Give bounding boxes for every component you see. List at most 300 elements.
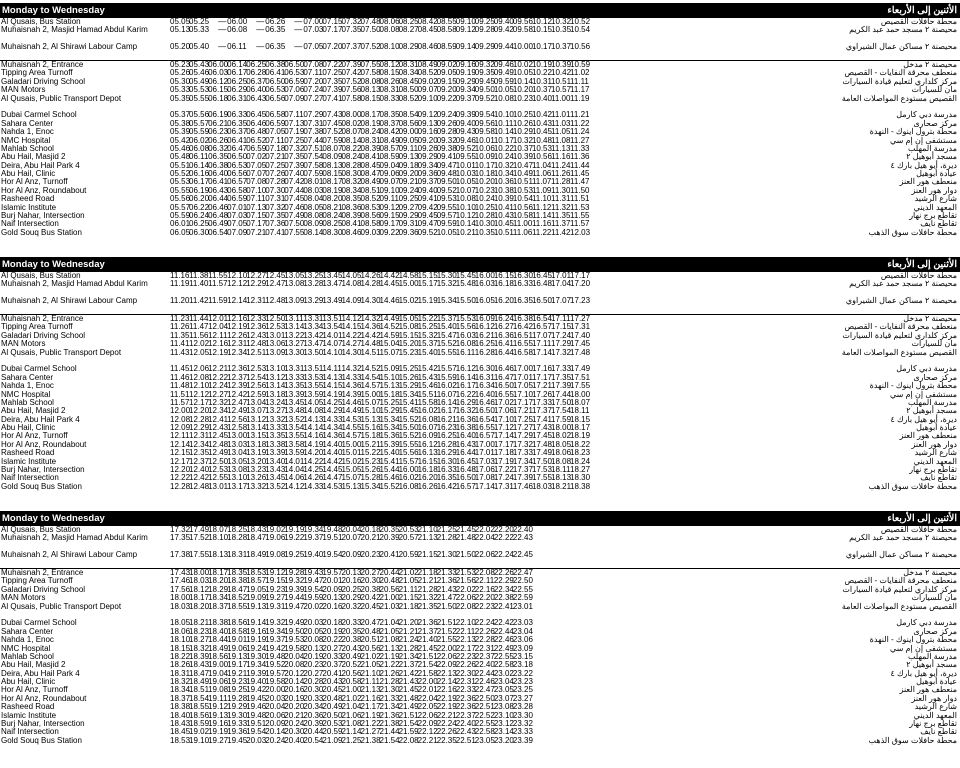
departure-time: 22.50 [512, 576, 533, 586]
departure-time: 19.30 [246, 651, 267, 661]
departure-time: 08.58 [436, 25, 457, 35]
departure-time: 19.23 [227, 677, 248, 687]
timetable-section [0, 511, 960, 745]
departure-time: 13.18 [265, 389, 286, 399]
stop-name: Sahara Center [1, 626, 54, 636]
departure-time: 16.38 [455, 423, 476, 433]
departure-time: 17.46 [512, 481, 533, 491]
departure-time: 06.48 [246, 127, 267, 137]
departure-time: 14.33 [303, 481, 324, 491]
departure-time: 14.25 [322, 397, 343, 407]
departure-time: 09.28 [436, 127, 457, 137]
departure-time: 19.02 [265, 525, 286, 534]
departure-time: 11.06 [512, 227, 533, 237]
departure-time: 16.23 [436, 423, 457, 433]
departure-time: 18.10 [208, 533, 229, 543]
departure-time: 07.32 [284, 143, 305, 153]
departure-time: 19.42 [265, 643, 286, 653]
stop-name-arabic: عيادة أبوهيل [916, 169, 957, 179]
departure-time: — [256, 25, 265, 35]
departure-time: 13.11 [284, 313, 304, 323]
departure-time: 21.43 [436, 584, 457, 594]
departure-time: 09.27 [398, 202, 419, 212]
departure-time: 18.34 [170, 685, 191, 695]
departure-time: 22.19 [436, 693, 457, 703]
departure-time: 19.19 [246, 635, 267, 645]
departure-time: 09.54 [474, 110, 495, 120]
departure-time: 22.04 [474, 533, 495, 543]
departure-time: 07.25 [284, 135, 305, 145]
departure-time: 17.21 [531, 381, 552, 391]
departure-time: 22.58 [493, 660, 514, 670]
stop-name-arabic: محيصنة ٢ مدخل [903, 567, 957, 577]
stop-name-arabic: عيادة أبوهيل [916, 677, 957, 687]
departure-time: 17.55 [189, 550, 210, 560]
departure-time: 22.31 [455, 677, 476, 687]
stop-name: Dubai Carmel School [1, 364, 77, 374]
departure-time: 08.09 [303, 219, 324, 229]
departure-time: 17.10 [512, 389, 533, 399]
departure-time: 13.07 [246, 406, 267, 416]
stop-name: Muhaisnah 2, Entrance [1, 59, 84, 69]
header-arabic: الأثنين إلى الأربعاء [887, 5, 957, 16]
departure-time: 10.21 [455, 227, 476, 237]
departure-time: 13.09 [284, 296, 305, 306]
departure-time: 10.57 [551, 85, 572, 95]
departure-time: 05.13 [170, 25, 191, 35]
departure-time: 06.25 [227, 76, 248, 86]
departure-time: 12.58 [227, 423, 248, 433]
departure-time: 11.38 [189, 271, 209, 280]
departure-time: 07.27 [303, 93, 324, 103]
departure-time: 09.52 [417, 227, 438, 237]
departure-time: 11.51 [570, 194, 590, 204]
departure-time: 20.18 [322, 618, 343, 628]
departure-time: 15.58 [417, 397, 438, 407]
departure-time: 15.19 [417, 296, 438, 306]
departure-time: 18.19 [570, 431, 591, 441]
departure-time: 23.08 [493, 702, 514, 712]
departure-time: 17.39 [512, 473, 533, 483]
departure-time: 11.44 [570, 160, 590, 170]
departure-time: 15.22 [417, 313, 438, 323]
departure-time: 07.09 [284, 93, 305, 103]
departure-time: 09.57 [436, 211, 457, 221]
departure-time: 09.29 [474, 42, 495, 52]
departure-time: 11.19 [570, 93, 590, 103]
departure-time: 22.01 [417, 685, 438, 695]
departure-time: 06.25 [189, 219, 210, 229]
departure-time: 10.37 [531, 85, 552, 95]
departure-time: 22.45 [512, 550, 533, 560]
departure-time: 05.25 [189, 17, 210, 26]
departure-time: 16.17 [455, 381, 476, 391]
departure-time: 14.53 [341, 414, 362, 424]
departure-time: 12.48 [265, 296, 286, 306]
stop-name-arabic: مركز صحارى [913, 626, 957, 636]
departure-time: 20.30 [284, 727, 305, 737]
departure-time: 12.12 [189, 389, 210, 399]
departure-time: 19.58 [284, 643, 305, 653]
departure-time: 07.20 [322, 42, 343, 52]
departure-time: 16.57 [474, 431, 495, 441]
departure-time: 08.41 [360, 152, 381, 162]
departure-time: 11.57 [570, 219, 590, 229]
stop-name: Abu Hail, Clinic [1, 169, 56, 179]
departure-time: 14.52 [379, 322, 400, 332]
departure-time: 06.43 [208, 185, 229, 195]
departure-time: 05.57 [189, 118, 210, 128]
departure-time: 16.35 [436, 473, 457, 483]
departure-time: 23.30 [512, 710, 533, 720]
departure-time: 07.26 [265, 169, 286, 179]
departure-time: 07.06 [284, 85, 305, 95]
departure-time: 18.06 [551, 448, 572, 458]
departure-time: 18.55 [189, 702, 210, 712]
departure-time: 17.29 [551, 339, 572, 349]
departure-time: 22.22 [493, 533, 514, 543]
departure-time: 22.26 [455, 660, 476, 670]
departure-time: 12.51 [246, 347, 267, 357]
departure-time: 20.37 [322, 660, 343, 670]
departure-time: 22.44 [493, 626, 514, 636]
departure-time: 09.18 [398, 160, 419, 170]
departure-time: 12.37 [189, 456, 210, 466]
departure-time: 06.25 [246, 59, 267, 69]
departure-time: 16.55 [493, 389, 514, 399]
departure-time: 18.44 [208, 635, 229, 645]
departure-time: 07.58 [360, 68, 381, 78]
departure-time: 22.19 [436, 702, 457, 712]
departure-time: 14.30 [341, 347, 362, 357]
departure-time: 16.44 [493, 347, 514, 357]
departure-time: 15.52 [379, 481, 400, 491]
stop-name-arabic: منعطف محرقة النفايات - القصيص [844, 576, 957, 586]
departure-time: 11.46 [170, 372, 190, 382]
departure-time: 16.40 [474, 389, 495, 399]
departure-time: 16.54 [531, 313, 552, 323]
departure-time: 10.20 [474, 177, 495, 187]
departure-time: 16.50 [493, 381, 514, 391]
departure-time: 20.01 [322, 576, 343, 586]
departure-time: 05.59 [170, 211, 191, 221]
departure-time: 08.08 [360, 76, 381, 86]
departure-time: 13.08 [284, 279, 305, 289]
departure-time: 22.36 [455, 702, 476, 712]
departure-time: 09.37 [417, 177, 438, 187]
departure-time: 22.59 [512, 593, 533, 603]
departure-time: 16.36 [493, 330, 514, 340]
departure-time: 16.03 [455, 330, 476, 340]
stop-name: Muhaisnah 2, Masjid Hamad Abdul Karim [1, 25, 148, 35]
departure-time: 20.20 [284, 702, 305, 712]
departure-time: 07.25 [322, 68, 343, 78]
departure-time: 18.43 [170, 719, 191, 729]
departure-time: 15.50 [398, 423, 419, 433]
departure-time: 21.10 [360, 668, 381, 678]
departure-time: 09.19 [455, 68, 476, 78]
departure-time: 16.20 [493, 296, 514, 306]
departure-time: 14.48 [360, 339, 381, 349]
departure-time: 07.08 [246, 177, 267, 187]
departure-time: — [294, 17, 303, 26]
departure-time: 18.49 [189, 677, 210, 687]
stop-name-arabic: القصيص مستودع المواصلات العامة [841, 601, 957, 611]
departure-time: 16.50 [531, 296, 552, 306]
departure-time: 14.45 [379, 279, 400, 289]
departure-time: 16.22 [455, 389, 476, 399]
departure-time: 10.56 [570, 42, 591, 52]
departure-time: 17.01 [474, 448, 495, 458]
departure-time: 22.40 [455, 719, 476, 729]
departure-time: 09.10 [417, 93, 438, 103]
departure-time: 18.24 [570, 456, 591, 466]
departure-time: 18.00 [170, 593, 191, 603]
departure-time: 15.37 [417, 339, 438, 349]
departure-time: 15.45 [455, 271, 476, 280]
departure-time: 07.39 [341, 59, 362, 69]
departure-time: 15.00 [360, 389, 381, 399]
departure-time: 23.39 [512, 735, 533, 745]
stop-name-arabic: منعطف هور العنز [899, 431, 957, 441]
departure-time: 17.19 [493, 456, 514, 466]
timetable-section [0, 257, 960, 491]
departure-time: 22.51 [474, 702, 495, 712]
departure-time: 09.42 [417, 202, 438, 212]
section-header [0, 511, 960, 526]
departure-time: 19.06 [265, 533, 286, 543]
departure-time: 13.18 [246, 439, 267, 449]
departure-time: 20.09 [341, 550, 362, 560]
departure-time: 22.08 [455, 601, 476, 611]
departure-time: 15.56 [398, 448, 419, 458]
departure-time: 18.37 [170, 693, 191, 703]
departure-time: 05.26 [170, 68, 191, 78]
departure-time: 11.28 [551, 177, 571, 187]
departure-time: 21.11 [398, 584, 419, 594]
departure-time: 21.49 [398, 702, 419, 712]
stop-name-arabic: محطة بترول اينوك - النهدة [869, 127, 957, 137]
departure-time: 18.31 [170, 668, 191, 678]
departure-time: 07.59 [322, 135, 343, 145]
departure-time: 15.55 [398, 439, 419, 449]
departure-time: 11.42 [189, 296, 209, 306]
departure-time: 22.33 [455, 685, 476, 695]
departure-time: 07.46 [284, 202, 305, 212]
departure-time: 10.48 [531, 135, 552, 145]
departure-time: 21.18 [417, 567, 438, 577]
departure-time: 22.43 [512, 533, 533, 543]
departure-time: 08.15 [379, 68, 400, 78]
departure-time: 14.27 [341, 339, 362, 349]
departure-time: 22.06 [455, 593, 476, 603]
departure-time: 20.47 [360, 618, 381, 628]
departure-time: 10.53 [512, 185, 533, 195]
departure-time: 17.14 [493, 431, 514, 441]
departure-time: 07.10 [246, 185, 267, 195]
departure-time: 09.20 [398, 169, 419, 179]
departure-time: 14.54 [360, 372, 381, 382]
table-row [0, 229, 960, 237]
departure-time: 15.55 [436, 347, 457, 357]
departure-time: 12.17 [170, 456, 191, 466]
departure-time: 08.34 [398, 68, 419, 78]
stop-name: Islamic Institute [1, 202, 57, 212]
departure-time: 20.28 [303, 677, 324, 687]
departure-time: 09.07 [417, 85, 438, 95]
departure-time: 22.05 [417, 702, 438, 712]
departure-time: 09.16 [417, 127, 438, 137]
departure-time: 20.41 [379, 550, 400, 560]
departure-time: 10.05 [493, 85, 514, 95]
departure-time: 19.22 [284, 533, 305, 543]
departure-time: 15.36 [379, 431, 400, 441]
departure-time: 14.13 [303, 414, 324, 424]
departure-time: 13.33 [265, 423, 286, 433]
departure-time: 21.19 [360, 710, 381, 720]
stop-name-arabic: تقاطع برج نهار [909, 211, 957, 221]
departure-time: 20.24 [284, 719, 305, 729]
departure-time: 06.29 [227, 85, 248, 95]
stop-name-arabic: محيصنة ٢ مسجد حمد عبد الكريم [849, 279, 957, 289]
departure-time: 11.40 [189, 279, 209, 289]
departure-time: 17.45 [531, 431, 552, 441]
departure-time: 07.03 [227, 211, 248, 221]
departure-time: 10.17 [493, 135, 514, 145]
departure-time: 17.07 [531, 330, 552, 340]
departure-time: 18.40 [170, 710, 191, 720]
departure-time: 07.29 [303, 110, 324, 120]
departure-time: 11.31 [551, 194, 571, 204]
stop-name-arabic: منعطف محرقة النفايات - القصيص [844, 68, 957, 78]
departure-time: 20.18 [360, 525, 381, 534]
departure-time: 15.51 [417, 389, 438, 399]
departure-time: 17.27 [570, 313, 591, 323]
departure-time: 08.03 [303, 185, 324, 195]
departure-time: 17.52 [189, 533, 210, 543]
departure-time: 09.38 [436, 143, 457, 153]
departure-time: 12.50 [208, 456, 229, 466]
departure-time: 22.00 [417, 677, 438, 687]
stop-name: Nahda 1, Enoc [1, 127, 54, 137]
stop-name-arabic: ديرة، أبو هيل بارك ٤ [890, 160, 957, 170]
departure-time: 06.21 [208, 118, 229, 128]
departure-time: 16.44 [455, 448, 476, 458]
departure-time: 10.10 [455, 202, 476, 212]
departure-time: 12.34 [189, 439, 210, 449]
departure-time: 16.30 [512, 271, 533, 280]
departure-time: 09.13 [398, 152, 419, 162]
departure-time: 05.57 [170, 202, 191, 212]
departure-time: 17.49 [531, 448, 552, 458]
departure-time: 20.16 [322, 601, 343, 611]
departure-time: 23.01 [512, 601, 533, 611]
departure-time: 12.17 [189, 397, 210, 407]
departure-time: 11.04 [531, 160, 552, 170]
departure-time: 06.40 [208, 169, 229, 179]
departure-time: 20.39 [303, 719, 324, 729]
departure-time: 21.56 [455, 576, 476, 586]
departure-time: 15.40 [417, 347, 438, 357]
departure-time: 06.35 [227, 118, 248, 128]
departure-time: 17.15 [551, 322, 572, 332]
stop-name-arabic: دوار هور العنز [911, 439, 957, 449]
stop-name-arabic: منعطف محرقة النفايات - القصيص [844, 322, 957, 332]
departure-time: 12.49 [208, 448, 229, 458]
departure-time: 13.04 [227, 448, 248, 458]
stop-name: Islamic Institute [1, 710, 57, 720]
departure-time: 21.43 [398, 677, 419, 687]
departure-time: 08.29 [398, 42, 419, 52]
departure-time: 20.33 [322, 651, 343, 661]
stop-name-arabic: شارع الرشيد [914, 702, 957, 712]
departure-time: — [256, 17, 265, 26]
departure-time: 08.31 [379, 85, 400, 95]
departure-time: 11.20 [170, 296, 190, 306]
departure-time: 12.53 [208, 465, 229, 475]
stop-name-arabic: محيصنة ٢ مدخل [903, 313, 957, 323]
departure-time: 16.02 [398, 473, 419, 483]
departure-time: 16.31 [474, 372, 495, 382]
departure-time: 18.35 [227, 567, 248, 577]
departure-time: 06.41 [208, 177, 229, 187]
departure-time: 11.53 [570, 202, 590, 212]
departure-time: 19.33 [227, 719, 248, 729]
departure-time: 05.39 [170, 127, 191, 137]
departure-time: 16.18 [417, 465, 438, 475]
stop-name: Al Qusais, Public Transport Depot [1, 347, 122, 357]
departure-time: 19.42 [246, 685, 267, 695]
stop-name: Islamic Institute [1, 456, 57, 466]
departure-time: 08.41 [341, 219, 362, 229]
departure-time: 10.31 [531, 76, 552, 86]
departure-time: 09.22 [436, 93, 457, 103]
departure-time: 10.17 [531, 42, 552, 52]
departure-time: 09.13 [417, 118, 438, 128]
stop-name-arabic: مسجد أبوهيل ٢ [906, 152, 957, 162]
departure-time: 08.35 [379, 110, 400, 120]
departure-time: 15.18 [379, 389, 400, 399]
stop-name: NMC Hospital [1, 389, 51, 399]
stop-name: Abu Hail, Masjid 2 [1, 406, 66, 416]
departure-time: 09.11 [379, 194, 399, 204]
departure-time: 19.28 [284, 567, 305, 577]
departure-time: 07.05 [303, 42, 324, 52]
departure-time: 17.21 [512, 406, 533, 416]
departure-time: 19.32 [284, 576, 305, 586]
departure-time: 17.04 [551, 279, 572, 289]
departure-time: 21.37 [398, 660, 419, 670]
departure-time: 12.48 [208, 439, 229, 449]
departure-time: 12.42 [189, 473, 210, 483]
departure-time: 16.28 [474, 347, 495, 357]
departure-time: 17.08 [474, 473, 495, 483]
departure-time: 18.51 [189, 685, 210, 695]
departure-time: 16.57 [455, 481, 476, 491]
departure-time: 10.25 [512, 110, 533, 120]
departure-time: 21.06 [341, 710, 362, 720]
departure-time: 08.55 [436, 17, 457, 26]
departure-time: 17.53 [531, 465, 552, 475]
departure-time: 08.31 [360, 135, 381, 145]
departure-time: 15.41 [379, 456, 400, 466]
stop-name-arabic: تقاطع نايف [920, 219, 957, 229]
departure-time: 16.42 [512, 322, 533, 332]
departure-time: 09.07 [379, 177, 400, 187]
departure-time: 13.38 [265, 439, 286, 449]
departure-time: 21.08 [341, 719, 362, 729]
departure-time: 05.55 [189, 93, 210, 103]
